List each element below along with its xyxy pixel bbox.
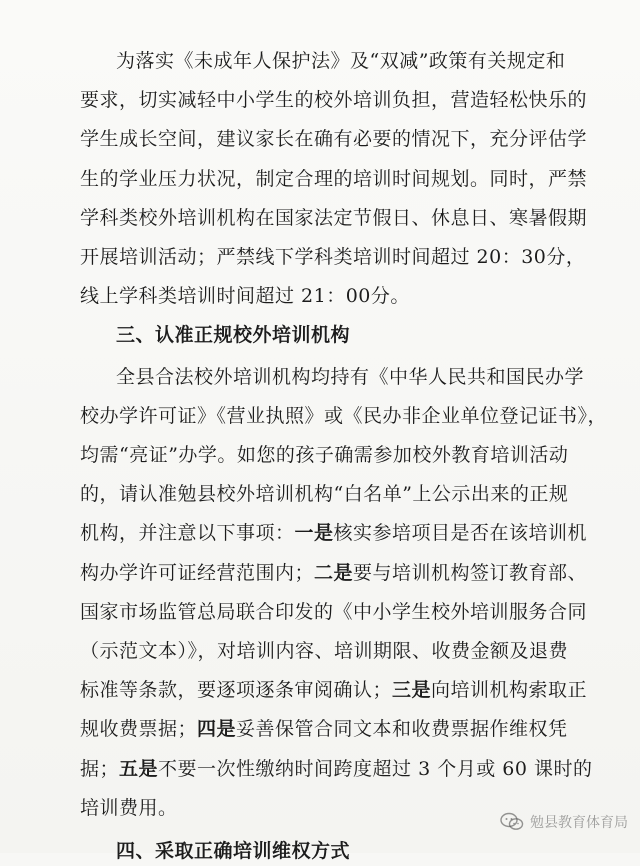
text-run: 标准等条款，要逐项逐条审阅确认； bbox=[80, 679, 393, 701]
watermark bbox=[500, 809, 628, 835]
text-run: 核实参培项目是否在该培训机 bbox=[333, 522, 588, 544]
paragraph-line: 校办学许可证》《营业执照》或《民办非企业单位登记证书》， bbox=[80, 405, 608, 427]
text-run: 据； bbox=[80, 758, 120, 780]
bold-keyword: 三是 bbox=[392, 679, 432, 701]
bold-keyword: 四是 bbox=[197, 718, 237, 740]
paragraph-line: 学生成长空间，建议家长在确有必要的情况下，充分评估学 bbox=[80, 128, 588, 150]
text-run: 机构，并注意以下事项： bbox=[80, 522, 295, 544]
text-run: 要与培训机构签订教育部、 bbox=[353, 562, 588, 584]
text-run: 构办学许可证经营范围内； bbox=[80, 562, 315, 584]
bold-keyword: 一是 bbox=[294, 522, 334, 544]
text-run: 向培训机构索取正 bbox=[431, 679, 588, 701]
paragraph-line: 全县合法校外培训机构均持有《中华人民共和国民办学 bbox=[116, 366, 585, 388]
wechat-icon bbox=[500, 812, 524, 832]
paragraph-line: （示范文本）》，对培训内容、培训期限、收费金额及退费 bbox=[80, 640, 569, 662]
paragraph-line: 要求，切实减轻中小学生的校外培训负担，营造轻松快乐的 bbox=[80, 89, 588, 111]
paragraph-line: 生的学业压力状况，制定合理的培训时间规划。同时，严禁 bbox=[80, 168, 588, 190]
paragraph-line: 开展培训活动；严禁线下学科类培训时间超过 20：30分， bbox=[80, 246, 586, 268]
paragraph-line bbox=[80, 714, 568, 744]
text-run: 不要一次性缴纳时间跨度超过 3 个月或 60 课时的 bbox=[158, 758, 593, 780]
paragraph-line: 国家市场监管总局联合印发的《中小学生校外培训服务合同 bbox=[80, 601, 588, 623]
paragraph-line: 均需“亮证”办学。如您的孩子确需参加校外教育培训活动 bbox=[80, 444, 569, 466]
section-heading: 三、认准正规校外培训机构 bbox=[116, 324, 351, 346]
bold-keyword: 二是 bbox=[314, 562, 354, 584]
paragraph-line: 为落实《未成年人保护法》及“双减”政策有关规定和 bbox=[116, 50, 566, 72]
paragraph-line bbox=[80, 518, 587, 548]
text-run: 规收费票据； bbox=[80, 718, 198, 740]
paragraph-line: 培训费用。 bbox=[80, 797, 178, 819]
text-run: 妥善保管合同文本和收费票据作维权凭 bbox=[236, 718, 568, 740]
watermark-text: 勉县教育体育局 bbox=[530, 815, 628, 831]
paragraph-line: 学科类校外培训机构在国家法定节假日、休息日、寒暑假期 bbox=[80, 207, 588, 229]
paragraph-line: 线上学科类培训时间超过 21：00分。 bbox=[80, 285, 410, 307]
paragraph-line bbox=[80, 558, 587, 588]
paragraph-line bbox=[80, 675, 587, 705]
section-heading: 四、采取正确培训维权方式 bbox=[116, 840, 351, 862]
paragraph-line: 的，请认准勉县校外培训机构“白名单”上公示出来的正规 bbox=[80, 483, 569, 505]
paragraph-line bbox=[80, 754, 592, 784]
bold-keyword: 五是 bbox=[119, 758, 159, 780]
